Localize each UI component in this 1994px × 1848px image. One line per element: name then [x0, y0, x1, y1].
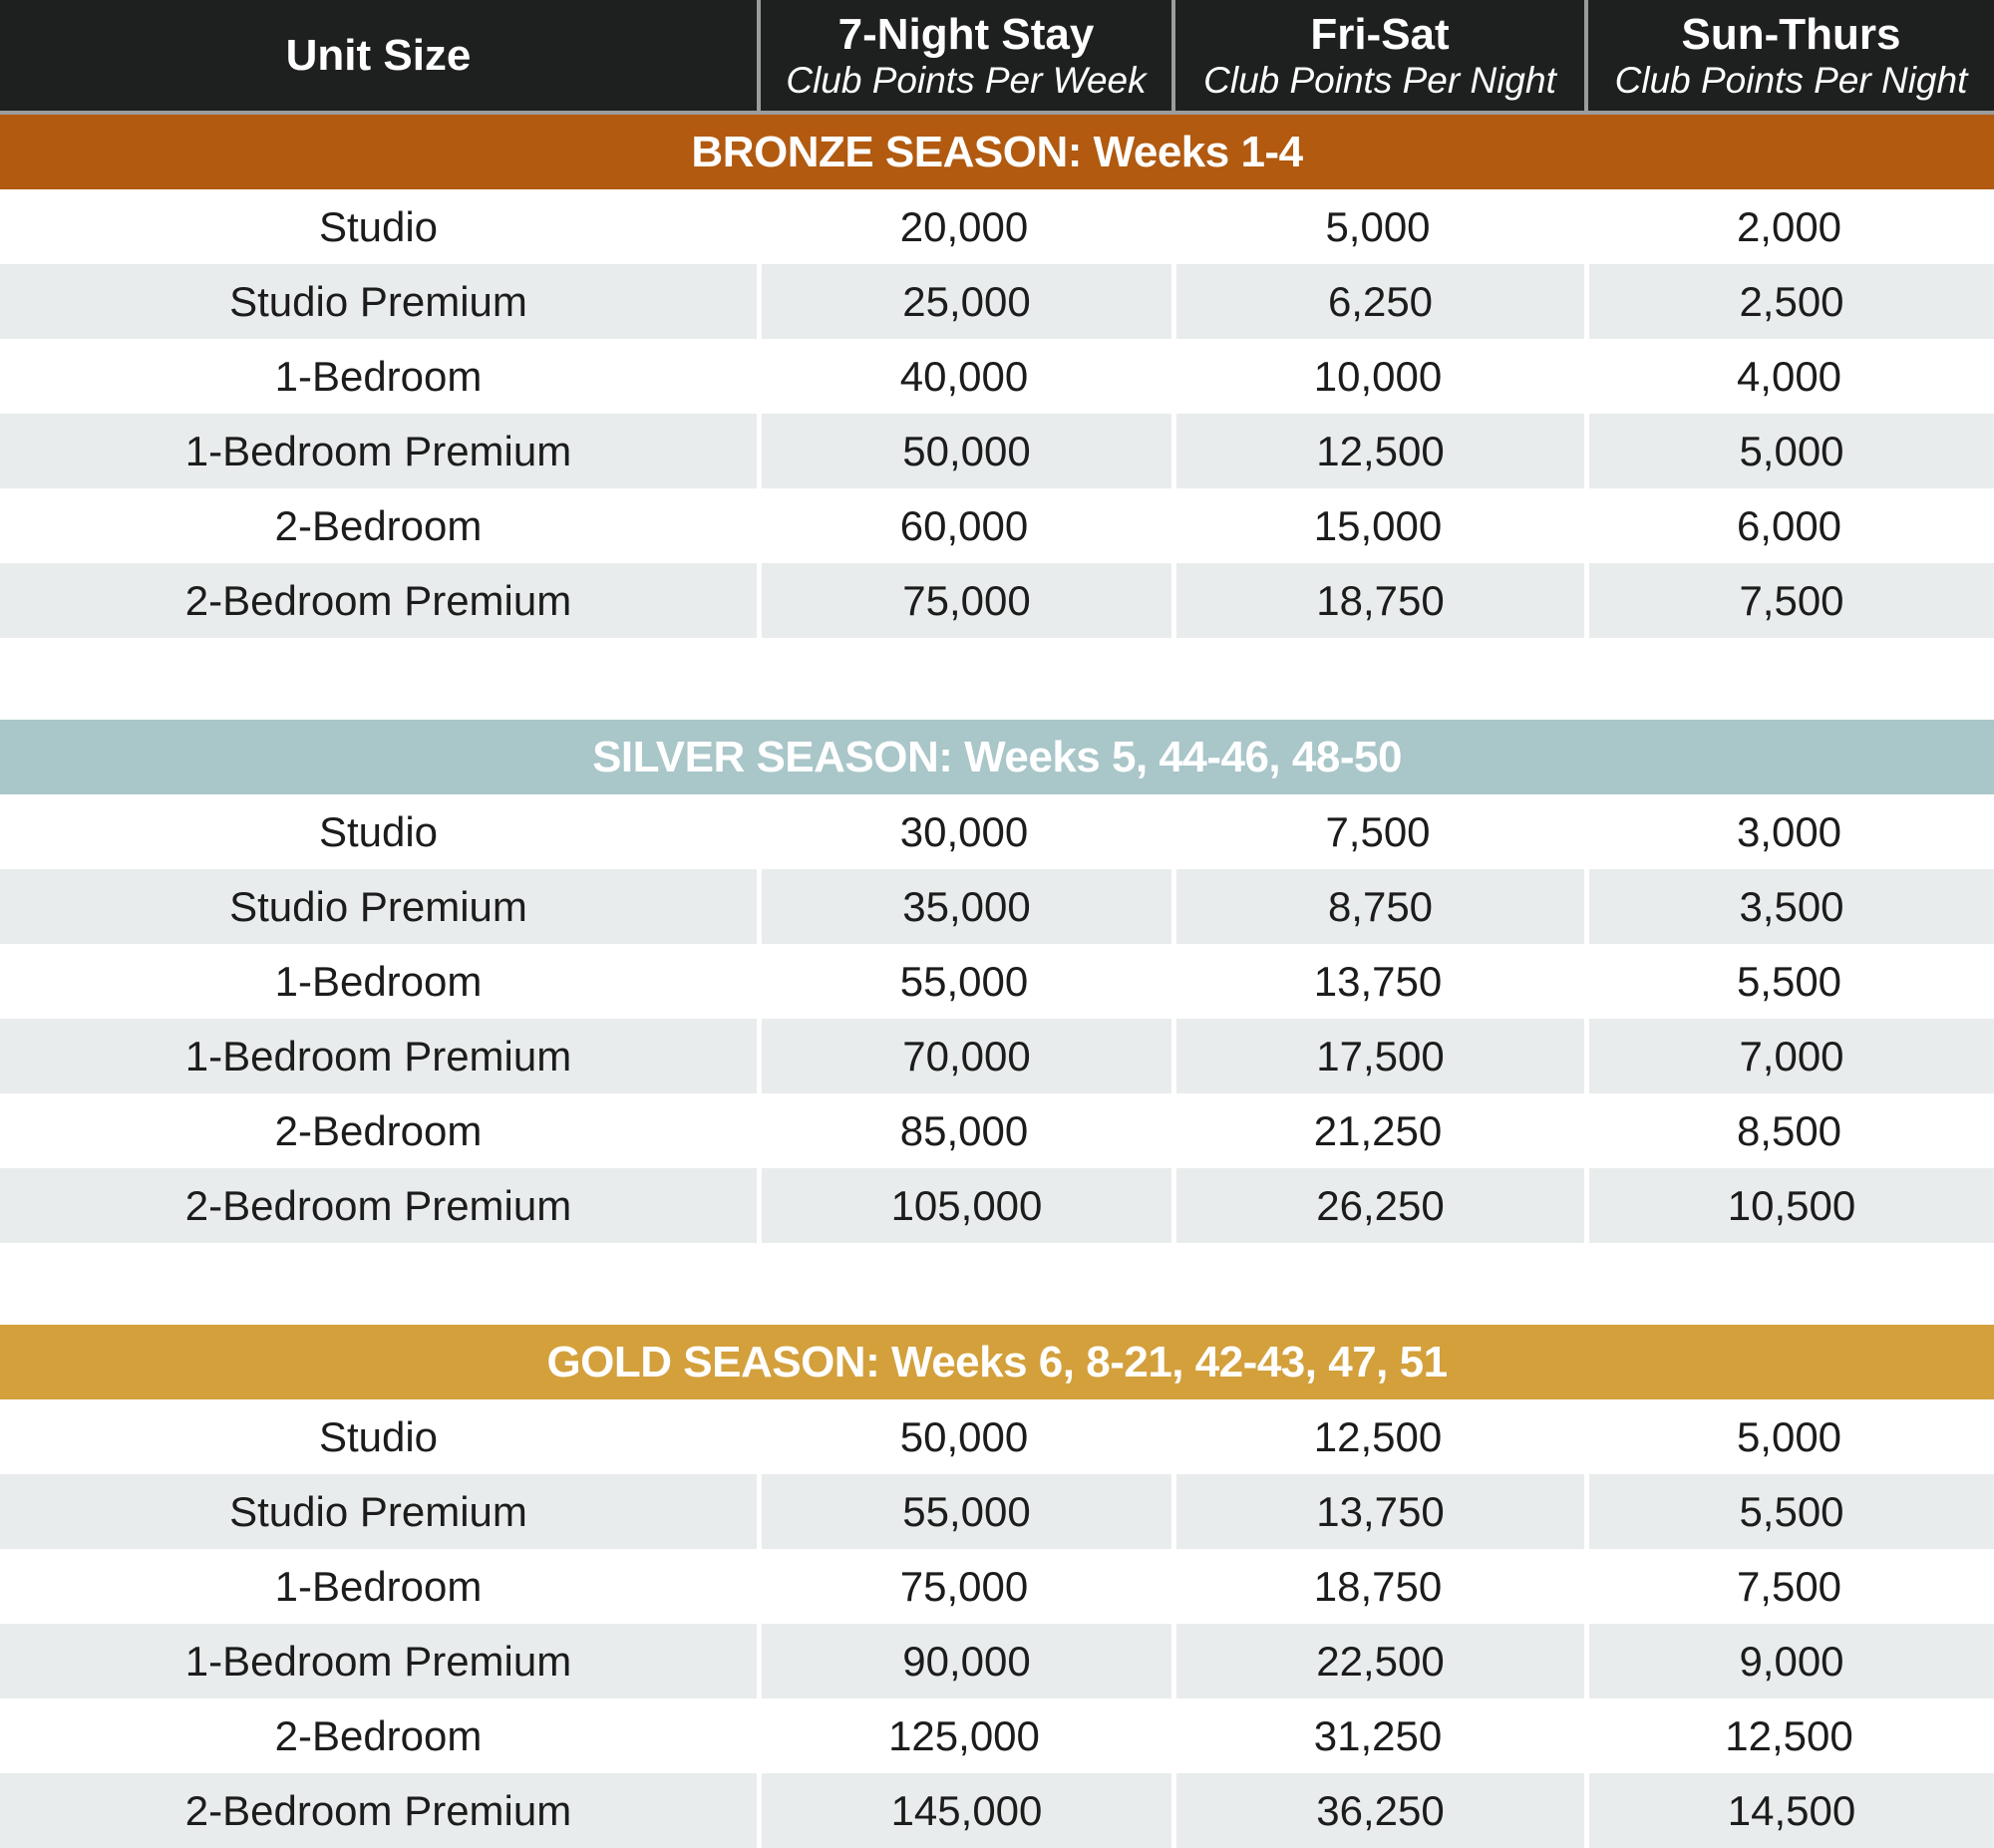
cell-seven-night: 40,000	[899, 352, 1029, 400]
cell-unit: 2-Bedroom	[274, 1711, 483, 1759]
cell-sun-thurs: 10,500	[1584, 1168, 1994, 1243]
cell-seven-night: 60,000	[899, 501, 1029, 549]
cell-fri-sat: 12,500	[1171, 414, 1584, 488]
cell-seven-night: 55,000	[757, 1474, 1171, 1549]
cell-unit: Studio	[318, 202, 439, 250]
table-row	[0, 563, 1994, 638]
cell-unit: 1-Bedroom Premium	[184, 1637, 572, 1685]
cell-fri-sat: 18,750	[1313, 1562, 1443, 1610]
cell-fri-sat: 36,250	[1171, 1773, 1584, 1848]
header-fri-sat-sub: Club Points Per Night	[1203, 59, 1556, 101]
header-sun-thurs-sub: Club Points Per Night	[1614, 59, 1968, 101]
cell-seven-night: 20,000	[899, 202, 1029, 250]
season-band	[0, 720, 1994, 794]
cell-fri-sat: 5,000	[1325, 202, 1431, 250]
cell-fri-sat: 18,750	[1171, 563, 1584, 638]
cell-fri-sat: 13,750	[1313, 957, 1443, 1005]
cell-unit: Studio	[318, 1412, 439, 1460]
season-label: BRONZE SEASON: Weeks 1-4	[691, 127, 1303, 176]
cell-fri-sat: 22,500	[1171, 1624, 1584, 1698]
cell-fri-sat: 21,250	[1313, 1106, 1443, 1154]
cell-seven-night: 125,000	[888, 1711, 1040, 1759]
table-row	[0, 339, 1994, 414]
season-band	[0, 115, 1994, 189]
cell-sun-thurs: 2,500	[1584, 264, 1994, 339]
cell-unit: 2-Bedroom	[274, 501, 483, 549]
cell-sun-thurs: 7,500	[1736, 1562, 1842, 1610]
cell-sun-thurs: 7,000	[1584, 1019, 1994, 1093]
cell-unit: 2-Bedroom Premium	[184, 576, 572, 624]
cell-unit: 1-Bedroom Premium	[184, 1032, 572, 1079]
cell-sun-thurs: 8,500	[1736, 1106, 1842, 1154]
table-row	[0, 1399, 1994, 1474]
table-row	[0, 488, 1994, 563]
cell-unit: Studio Premium	[229, 277, 527, 325]
cell-seven-night: 35,000	[757, 869, 1171, 944]
cell-fri-sat: 31,250	[1313, 1711, 1443, 1759]
cell-sun-thurs: 9,000	[1584, 1624, 1994, 1698]
table-row	[0, 944, 1994, 1019]
table-row	[0, 1093, 1994, 1168]
cell-sun-thurs: 7,500	[1584, 563, 1994, 638]
cell-sun-thurs: 5,500	[1736, 957, 1842, 1005]
cell-sun-thurs: 3,000	[1736, 807, 1842, 855]
cell-fri-sat: 13,750	[1171, 1474, 1584, 1549]
cell-seven-night: 55,000	[899, 957, 1029, 1005]
cell-seven-night: 90,000	[757, 1624, 1171, 1698]
cell-sun-thurs: 12,500	[1725, 1711, 1853, 1759]
cell-seven-night: 50,000	[899, 1412, 1029, 1460]
cell-sun-thurs: 3,500	[1584, 869, 1994, 944]
cell-unit: Studio Premium	[229, 882, 527, 930]
season-label: SILVER SEASON: Weeks 5, 44-46, 48-50	[592, 732, 1402, 781]
cell-seven-night: 25,000	[757, 264, 1171, 339]
cell-unit: Studio Premium	[229, 1487, 527, 1535]
table-row	[0, 1549, 1994, 1624]
cell-fri-sat: 15,000	[1313, 501, 1443, 549]
cell-sun-thurs: 5,000	[1584, 414, 1994, 488]
header-7-night-title: 7-Night Stay	[837, 9, 1095, 59]
season-band	[0, 1325, 1994, 1399]
table-row	[0, 1773, 1994, 1848]
cell-sun-thurs: 5,500	[1584, 1474, 1994, 1549]
cell-seven-night: 85,000	[899, 1106, 1029, 1154]
cell-fri-sat: 8,750	[1171, 869, 1584, 944]
table-row	[0, 1698, 1994, 1773]
table-row	[0, 414, 1994, 488]
header-7-night-sub: Club Points Per Week	[786, 59, 1147, 101]
cell-seven-night: 30,000	[899, 807, 1029, 855]
table-row	[0, 264, 1994, 339]
table-row	[0, 1168, 1994, 1243]
header-unit-size	[0, 0, 757, 111]
table-row	[0, 794, 1994, 869]
cell-sun-thurs: 2,000	[1736, 202, 1842, 250]
table-header	[0, 0, 1994, 115]
cell-seven-night: 50,000	[757, 414, 1171, 488]
table-row	[0, 1474, 1994, 1549]
cell-unit: 2-Bedroom Premium	[184, 1786, 572, 1834]
cell-seven-night: 145,000	[757, 1773, 1171, 1848]
cell-fri-sat: 7,500	[1325, 807, 1431, 855]
cell-unit: 1-Bedroom	[274, 352, 483, 400]
cell-seven-night: 105,000	[757, 1168, 1171, 1243]
season-spacer	[0, 1243, 1994, 1325]
season-spacer	[0, 638, 1994, 720]
cell-seven-night: 75,000	[899, 1562, 1029, 1610]
header-fri-sat	[1171, 0, 1584, 111]
header-unit-size-label: Unit Size	[285, 30, 472, 80]
header-fri-sat-title: Fri-Sat	[1310, 9, 1450, 59]
cell-fri-sat: 6,250	[1171, 264, 1584, 339]
table-row	[0, 1624, 1994, 1698]
header-7-night	[757, 0, 1171, 111]
table-row	[0, 1019, 1994, 1093]
cell-sun-thurs: 6,000	[1736, 501, 1842, 549]
cell-fri-sat: 10,000	[1313, 352, 1443, 400]
cell-unit: Studio	[318, 807, 439, 855]
header-sun-thurs	[1584, 0, 1994, 111]
cell-seven-night: 70,000	[757, 1019, 1171, 1093]
table-body	[0, 115, 1994, 1848]
cell-unit: 1-Bedroom	[274, 957, 483, 1005]
cell-unit: 1-Bedroom	[274, 1562, 483, 1610]
cell-fri-sat: 12,500	[1313, 1412, 1443, 1460]
table-row	[0, 189, 1994, 264]
table-row	[0, 869, 1994, 944]
season-label: GOLD SEASON: Weeks 6, 8-21, 42-43, 47, 51	[546, 1337, 1448, 1386]
cell-sun-thurs: 14,500	[1584, 1773, 1994, 1848]
cell-fri-sat: 26,250	[1171, 1168, 1584, 1243]
cell-seven-night: 75,000	[757, 563, 1171, 638]
cell-sun-thurs: 4,000	[1736, 352, 1842, 400]
cell-unit: 2-Bedroom	[274, 1106, 483, 1154]
cell-fri-sat: 17,500	[1171, 1019, 1584, 1093]
cell-sun-thurs: 5,000	[1736, 1412, 1842, 1460]
header-sun-thurs-title: Sun-Thurs	[1681, 9, 1901, 59]
cell-unit: 1-Bedroom Premium	[184, 427, 572, 474]
cell-unit: 2-Bedroom Premium	[184, 1181, 572, 1229]
